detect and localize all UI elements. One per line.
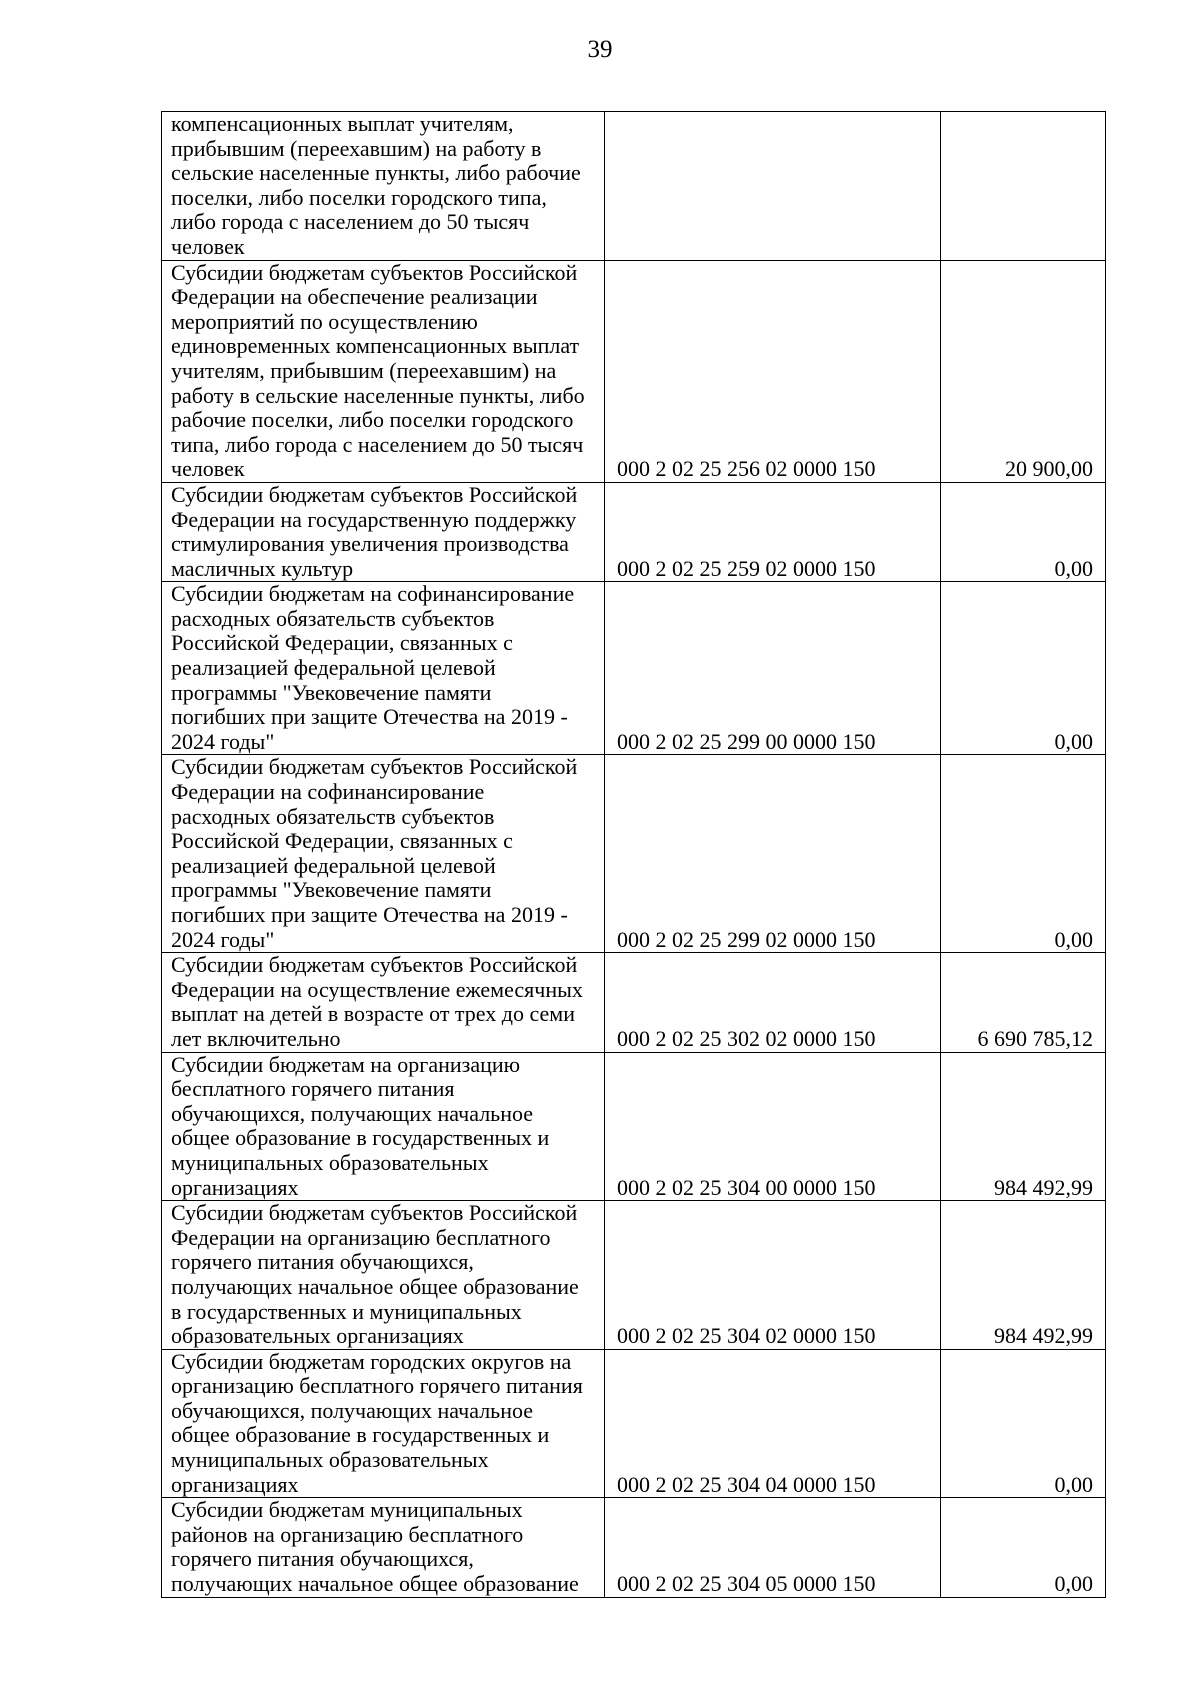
amount: 0,00	[941, 582, 1106, 755]
description-line: Субсидии бюджетам субъектов Российской	[171, 754, 578, 780]
description-line: организацию бесплатного горячего питания	[171, 1373, 583, 1399]
row-description	[162, 1052, 605, 1201]
table-row	[162, 582, 1106, 755]
description-line: типа, либо города с населением до 50 тысяч	[171, 431, 584, 457]
description-line: бесплатного горячего питания	[171, 1076, 455, 1102]
description-line: в государственных и муниципальных	[171, 1298, 522, 1324]
amount: 984 492,99	[941, 1052, 1106, 1201]
budget-code: 000 2 02 25 302 02 0000 150	[605, 953, 941, 1052]
description-line: погибших при защите Отечества на 2019 -	[171, 704, 568, 730]
description-line: общее образование в государственных и	[171, 1422, 550, 1448]
table-row	[162, 1349, 1106, 1498]
table-row	[162, 260, 1106, 482]
description-line: единовременных компенсационных выплат	[171, 333, 580, 359]
description-line: Федерации на государственную поддержку	[171, 506, 577, 532]
table-row	[162, 953, 1106, 1052]
description-line: получающих начальное общее образование	[171, 1571, 579, 1597]
description-line: районов на организацию бесплатного	[171, 1521, 524, 1547]
description-line: Субсидии бюджетам субъектов Российской	[171, 481, 578, 507]
budget-table	[161, 111, 1106, 1598]
description-line: Субсидии бюджетам субъектов Российской	[171, 1200, 578, 1226]
table-row	[162, 112, 1106, 261]
description-line: организациях	[171, 1471, 299, 1497]
description-line: человек	[171, 456, 245, 482]
table-row	[162, 755, 1106, 953]
row-description	[162, 482, 605, 581]
row-description	[162, 1498, 605, 1597]
description-line: масличных культур	[171, 555, 354, 581]
description-line: сельские населенные пункты, либо рабочие	[171, 160, 581, 186]
description-line: горячего питания обучающихся,	[171, 1249, 474, 1275]
budget-code: 000 2 02 25 259 02 0000 150	[605, 482, 941, 581]
description-line: расходных обязательств субъектов	[171, 605, 495, 631]
description-line: горячего питания обучающихся,	[171, 1546, 474, 1572]
amount: 0,00	[941, 1498, 1106, 1597]
description-line: компенсационных выплат учителям,	[171, 111, 514, 136]
budget-code: 000 2 02 25 299 00 0000 150	[605, 582, 941, 755]
description-line: рабочие поселки, либо поселки городского	[171, 407, 574, 433]
description-line: программы "Увековечение памяти	[171, 679, 492, 705]
table-row	[162, 1498, 1106, 1597]
budget-code: 000 2 02 25 304 04 0000 150	[605, 1349, 941, 1498]
budget-code	[605, 112, 941, 261]
description-line: Российской Федерации, связанных с	[171, 828, 513, 854]
description-line: программы "Увековечение памяти	[171, 877, 492, 903]
amount: 0,00	[941, 755, 1106, 953]
description-line: прибывшим (переехавшим) на работу в	[171, 135, 542, 161]
amount: 0,00	[941, 482, 1106, 581]
description-line: погибших при защите Отечества на 2019 -	[171, 902, 568, 927]
description-line: образовательных организациях	[171, 1323, 464, 1349]
budget-code: 000 2 02 25 299 02 0000 150	[605, 755, 941, 953]
description-line: реализацией федеральной целевой	[171, 655, 496, 681]
page-number: 39	[587, 36, 613, 63]
description-line: Субсидии бюджетам субъектов Российской	[171, 259, 578, 285]
description-line: 2024 годы"	[171, 728, 275, 754]
description-line: работу в сельские населенные пункты, либо	[171, 382, 585, 408]
description-line: реализацией федеральной целевой	[171, 852, 496, 878]
budget-code: 000 2 02 25 304 02 0000 150	[605, 1201, 941, 1350]
description-line: поселки, либо поселки городского типа,	[171, 184, 547, 210]
row-description	[162, 755, 605, 953]
row-description	[162, 260, 605, 482]
description-line: получающих начальное общее образование	[171, 1273, 579, 1299]
table-body	[162, 112, 1106, 1598]
description-line: 2024 годы"	[171, 926, 275, 952]
description-line: либо города с населением до 50 тысяч	[171, 209, 530, 235]
description-line: обучающихся, получающих начальное	[171, 1397, 534, 1423]
description-line: Субсидии бюджетам на организацию	[171, 1051, 521, 1077]
description-line: учителям, прибывшим (переехавшим) на	[171, 357, 557, 383]
description-line: выплат на детей в возрасте от трех до семи	[171, 1001, 575, 1027]
description-line: стимулирования увеличения производства	[171, 531, 569, 557]
amount: 6 690 785,12	[941, 953, 1106, 1052]
description-line: Субсидии бюджетам городских округов на	[171, 1348, 572, 1374]
budget-code: 000 2 02 25 256 02 0000 150	[605, 260, 941, 482]
description-line: Федерации на обеспечение реализации	[171, 284, 538, 310]
budget-code: 000 2 02 25 304 05 0000 150	[605, 1498, 941, 1597]
description-line: Федерации на осуществление ежемесячных	[171, 976, 583, 1002]
description-line: Субсидии бюджетам на софинансирование	[171, 581, 575, 607]
description-line: организациях	[171, 1174, 299, 1200]
description-line: мероприятий по осуществлению	[171, 308, 478, 334]
budget-code: 000 2 02 25 304 00 0000 150	[605, 1052, 941, 1201]
description-line: лет включительно	[171, 1025, 341, 1051]
row-description	[162, 953, 605, 1052]
amount: 984 492,99	[941, 1201, 1106, 1350]
amount	[941, 112, 1106, 261]
amount: 0,00	[941, 1349, 1106, 1498]
description-line: Российской Федерации, связанных с	[171, 630, 513, 656]
row-description	[162, 582, 605, 755]
row-description	[162, 1201, 605, 1350]
description-line: муниципальных образовательных	[171, 1447, 489, 1473]
description-line: общее образование в государственных и	[171, 1125, 550, 1151]
description-line: обучающихся, получающих начальное	[171, 1100, 534, 1126]
description-line: Федерации на софинансирование	[171, 779, 485, 805]
row-description	[162, 112, 605, 261]
description-line: Субсидии бюджетам муниципальных	[171, 1497, 523, 1523]
table-row	[162, 1052, 1106, 1201]
amount: 20 900,00	[941, 260, 1106, 482]
description-line: муниципальных образовательных	[171, 1149, 489, 1175]
table-row	[162, 482, 1106, 581]
table-row	[162, 1201, 1106, 1350]
description-line: Субсидии бюджетам субъектов Российской	[171, 952, 578, 978]
row-description	[162, 1349, 605, 1498]
description-line: расходных обязательств субъектов	[171, 803, 495, 829]
description-line: человек	[171, 233, 245, 259]
description-line: Федерации на организацию бесплатного	[171, 1224, 551, 1250]
